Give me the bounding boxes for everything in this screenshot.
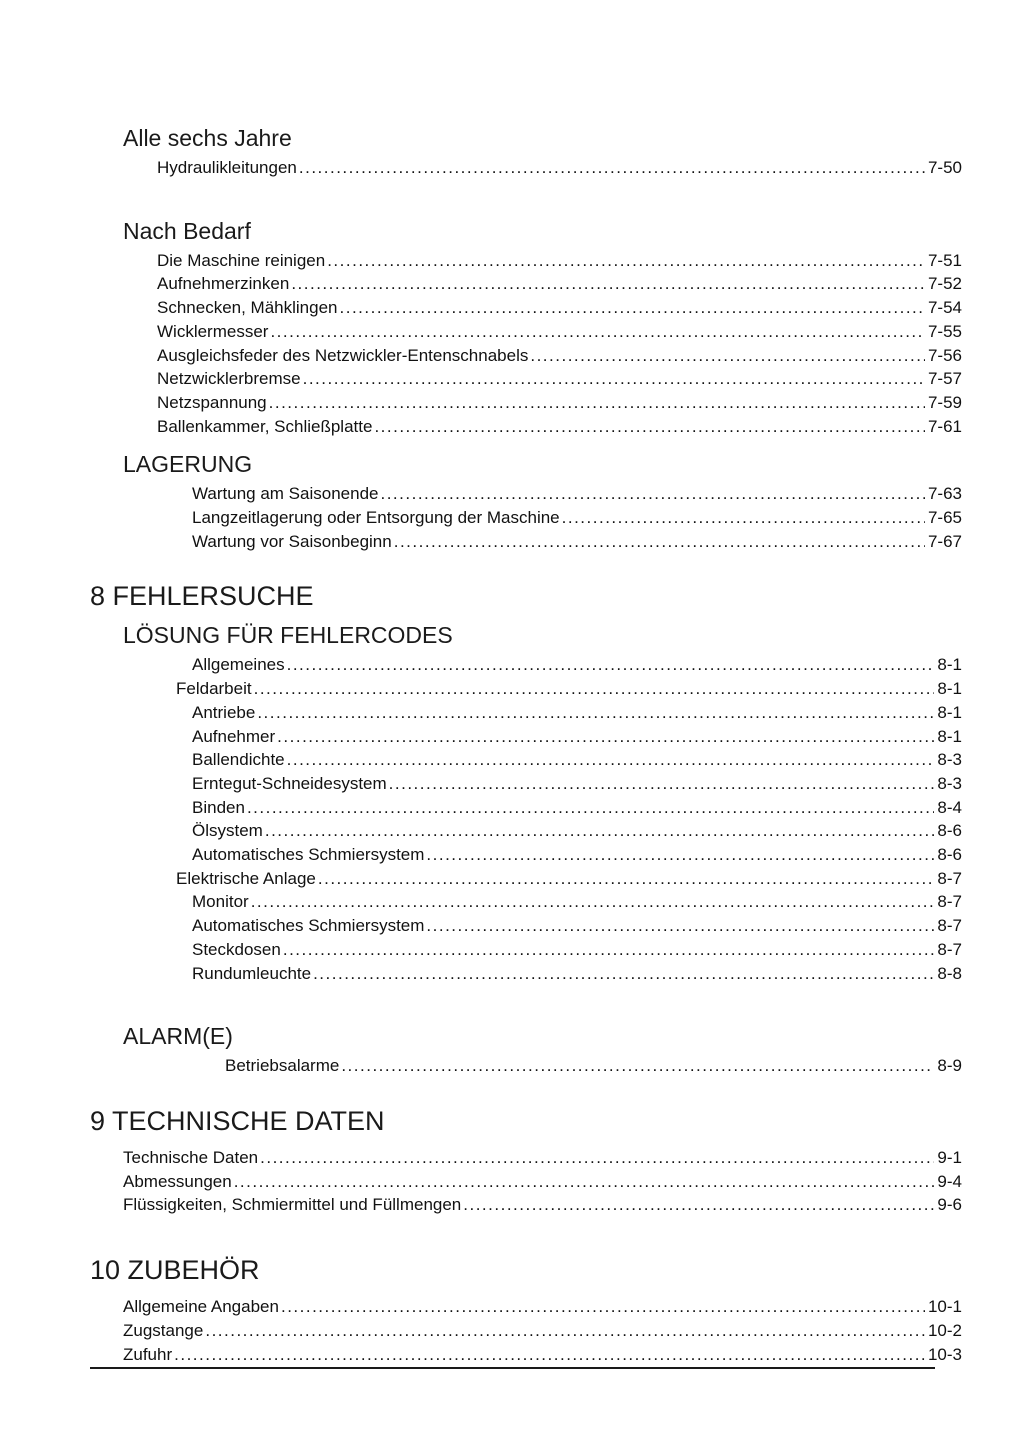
toc-entry (90, 653, 962, 677)
toc-entry-page: 7-50 (927, 158, 962, 177)
toc-entry (90, 1193, 962, 1217)
toc-entry (90, 1295, 962, 1319)
toc-entry (90, 1343, 962, 1367)
toc-entry (90, 748, 962, 772)
dot-leader (463, 1193, 934, 1217)
toc-entry-page: 7-57 (927, 369, 962, 389)
toc-entry (90, 1170, 962, 1194)
toc-entry-page: 8-7 (937, 868, 962, 888)
dot-leader (269, 391, 925, 415)
toc-entry-label: Abmessungen (123, 1171, 232, 1191)
toc-entry-page: 7-61 (927, 416, 962, 436)
section-heading: LAGERUNG (123, 451, 253, 478)
toc-entry-page: 7-63 (927, 484, 962, 504)
toc-entry-label: Netzspannung (157, 392, 267, 412)
toc-entry (90, 890, 962, 914)
dot-leader (394, 530, 925, 554)
dot-leader (426, 914, 934, 938)
toc-entry-label: Langzeitlagerung oder Entsorgung der Maschine (192, 508, 560, 528)
section-heading: LÖSUNG FÜR FEHLERCODES (123, 622, 453, 649)
toc-entry-label: Allgemeines (192, 655, 285, 675)
toc-entry-page: 8-4 (937, 797, 962, 817)
toc-entry-label: Ausgleichsfeder des Netzwickler-Entenschnabels (157, 345, 529, 365)
toc-entry-label: Netzwicklerbremse (157, 369, 301, 389)
toc-entry (90, 249, 962, 273)
dot-leader (174, 1343, 925, 1367)
dot-leader (265, 819, 935, 843)
footer-rule (90, 1367, 935, 1369)
toc-entry-label: Wicklermesser (157, 321, 269, 341)
dot-leader (389, 772, 935, 796)
toc-entry (90, 530, 962, 554)
toc-entry-page: 8-1 (937, 655, 962, 675)
toc-entry-page: 9-4 (937, 1171, 962, 1191)
toc-entry-label: Elektrische Anlage (176, 868, 316, 888)
toc-entry-page: 7-65 (927, 508, 962, 528)
toc-entry-page: 8-7 (937, 892, 962, 912)
dot-leader (247, 796, 934, 820)
toc-entry-page: 7-55 (927, 321, 962, 341)
toc-entry-label: Feldarbeit (176, 679, 252, 699)
section-heading: Alle sechs Jahre (123, 125, 292, 151)
toc-entry-page: 7-67 (927, 531, 962, 551)
toc-entry-label: Aufnehmer (192, 726, 276, 746)
dot-leader (254, 677, 935, 701)
toc-entry (90, 796, 962, 820)
dot-leader (374, 415, 925, 439)
toc-entry (90, 482, 962, 506)
toc-entry-page: 7-59 (927, 392, 962, 412)
dot-leader (270, 320, 925, 344)
toc-entry-page: 8-3 (937, 773, 962, 793)
toc-entry-label: Ölsystem (192, 821, 263, 841)
toc-entry (90, 819, 962, 843)
section-heading: 8 FEHLERSUCHE (90, 581, 314, 612)
toc-entry-page: 8-6 (937, 821, 962, 841)
section-heading: 10 ZUBEHÖR (90, 1255, 260, 1286)
toc-entry-page: 8-9 (937, 1056, 962, 1076)
toc-entry-label: Automatisches Schmiersystem (192, 916, 425, 936)
toc-entry-label: Die Maschine reinigen (157, 250, 326, 270)
toc-entry-page: 8-7 (937, 916, 962, 936)
toc-entry-label: Betriebsalarme (225, 1056, 340, 1076)
toc-entry-page: 10-1 (927, 1297, 962, 1317)
toc-entry-label: Zugstange (123, 1320, 204, 1340)
toc-entry (90, 725, 962, 749)
toc-entry-label: Ballendichte (192, 750, 285, 770)
toc-entry-label: Flüssigkeiten, Schmiermittel und Füllmengen (123, 1195, 462, 1215)
toc-entry (90, 701, 962, 725)
toc-entry-page: 8-6 (937, 845, 962, 865)
toc-entry (90, 391, 962, 415)
toc-entry-page: 9-6 (937, 1195, 962, 1215)
toc-entry-label: Rundumleuchte (192, 963, 312, 983)
toc-entry-page: 9-1 (937, 1147, 962, 1167)
dot-leader (426, 843, 934, 867)
dot-leader (205, 1319, 925, 1343)
dot-leader (283, 938, 935, 962)
toc-entry (90, 1319, 962, 1343)
toc-entry-page: 8-1 (937, 702, 962, 722)
toc-entry (90, 344, 962, 368)
toc-entry-page: 10-2 (927, 1320, 962, 1340)
toc-entry-page: 8-1 (937, 679, 962, 699)
toc-entry-label: Monitor (192, 892, 249, 912)
toc-entry (90, 1146, 962, 1170)
dot-leader (327, 249, 925, 273)
dot-leader (313, 962, 934, 986)
toc-entry (90, 320, 962, 344)
toc-entry-page: 7-54 (927, 298, 962, 318)
toc-entry-label: Zufuhr (123, 1344, 173, 1364)
section-heading: 9 TECHNISCHE DATEN (90, 1105, 385, 1136)
toc-entry-page: 8-3 (937, 750, 962, 770)
dot-leader (277, 725, 934, 749)
toc-entry-label: Schnecken, Mähklingen (157, 298, 338, 318)
dot-leader (287, 653, 935, 677)
toc-entry-page: 10-3 (927, 1344, 962, 1364)
toc-entry (90, 506, 962, 530)
dot-leader (341, 1054, 934, 1078)
toc-entry (90, 843, 962, 867)
toc-entry (90, 156, 962, 180)
toc-entry-label: Technische Daten (123, 1147, 259, 1167)
toc-entry-label: Automatisches Schmiersystem (192, 845, 425, 865)
toc-entry-label: Wartung vor Saisonbeginn (192, 531, 392, 551)
toc-entry-label: Ballenkammer, Schließplatte (157, 416, 373, 436)
toc-entry (90, 272, 962, 296)
toc-entry-label: Allgemeine Angaben (123, 1297, 279, 1317)
section-heading: ALARM(E) (123, 1023, 233, 1050)
dot-leader (291, 272, 925, 296)
toc-entry-page: 8-1 (937, 726, 962, 746)
toc-entry-page: 7-52 (927, 274, 962, 294)
toc-entry (90, 914, 962, 938)
toc-entry (90, 415, 962, 439)
toc-entry-label: Wartung am Saisonende (192, 484, 379, 504)
toc-entry-label: Hydraulikleitungen (157, 158, 297, 177)
dot-leader (303, 367, 925, 391)
toc-entry (90, 1054, 962, 1078)
toc-entry-label: Erntegut-Schneidesystem (192, 773, 387, 793)
toc-entry-label: Antriebe (192, 702, 256, 722)
dot-leader (380, 482, 924, 506)
section-heading: Nach Bedarf (123, 217, 251, 244)
toc-entry (90, 677, 962, 701)
dot-leader (340, 296, 925, 320)
toc-entry-label: Aufnehmerzinken (157, 274, 290, 294)
toc-entry-page: 8-8 (937, 963, 962, 983)
dot-leader (318, 867, 935, 891)
toc-entry (90, 296, 962, 320)
toc-entry (90, 367, 962, 391)
toc-entry (90, 938, 962, 962)
toc-entry-label: Binden (192, 797, 245, 817)
toc-entry (90, 867, 962, 891)
dot-leader (299, 156, 925, 180)
table-of-contents (90, 124, 962, 1366)
toc-entry (90, 772, 962, 796)
dot-leader (562, 506, 925, 530)
toc-entry-page: 7-56 (927, 345, 962, 365)
toc-entry-label: Steckdosen (192, 939, 281, 959)
dot-leader (257, 701, 934, 725)
dot-leader (530, 344, 925, 368)
dot-leader (287, 748, 935, 772)
dot-leader (251, 890, 935, 914)
dot-leader (234, 1170, 935, 1194)
dot-leader (260, 1146, 934, 1170)
toc-entry (90, 962, 962, 986)
toc-entry-page: 8-7 (937, 939, 962, 959)
toc-entry-page: 7-51 (927, 250, 962, 270)
dot-leader (281, 1295, 925, 1319)
